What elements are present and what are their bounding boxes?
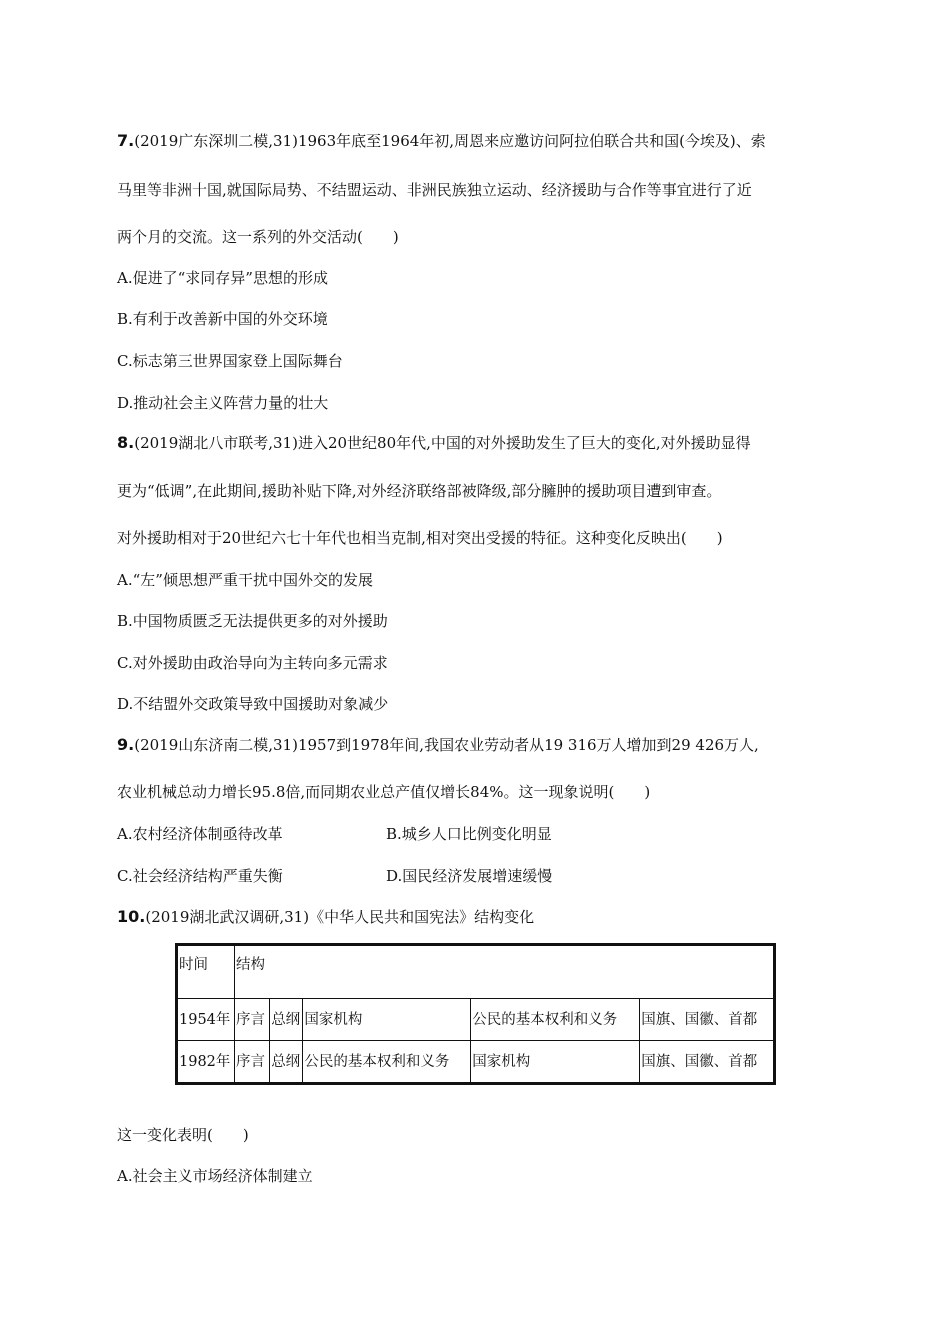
table-cell: 序言	[235, 999, 270, 1041]
table-cell: 公民的基本权利和义务	[471, 999, 640, 1041]
q10-stem-2: 这一变化表明( )	[117, 1126, 249, 1144]
q8-stem-3: 对外援助相对于20世纪六七十年代也相当克制,相对突出受援的特征。这种变化反映出( )	[117, 529, 723, 547]
q9-option-c: C.社会经济结构严重失衡	[117, 867, 283, 885]
q10-number: 10.	[117, 907, 146, 926]
table-cell: 公民的基本权利和义务	[303, 1041, 471, 1084]
table-cell: 国家机构	[471, 1041, 640, 1084]
q7-number: 7.	[117, 131, 135, 150]
q9-stem-1: (2019山东济南二模,31)1957到1978年间,我国农业劳动者从19 316万人增加到29 426万人,	[134, 736, 759, 754]
table-row	[177, 999, 775, 1041]
table-header-row	[177, 945, 775, 999]
q10-line-1	[117, 907, 832, 927]
table-cell: 总纲	[270, 1041, 303, 1084]
table-cell: 国旗、国徽、首都	[640, 1041, 775, 1084]
q9-option-b: B.城乡人口比例变化明显	[386, 825, 552, 843]
q8-stem-2: 更为“低调”,在此期间,援助补贴下降,对外经济联络部被降级,部分臃肿的援助项目遭到审查。	[117, 482, 722, 500]
q7-stem-3: 两个月的交流。这一系列的外交活动( )	[117, 228, 399, 246]
q8-option-c: C.对外援助由政治导向为主转向多元需求	[117, 654, 388, 672]
q8-stem-1: (2019湖北八市联考,31)进入20世纪80年代,中国的对外援助发生了巨大的变化,对外援助显得	[134, 434, 751, 452]
q7-option-d: D.推动社会主义阵营力量的壮大	[117, 394, 329, 412]
q9-line-1	[117, 735, 832, 755]
q7-option-a: A.促进了“求同存异”思想的形成	[117, 269, 328, 287]
q8-option-b: B.中国物质匮乏无法提供更多的对外援助	[117, 612, 388, 630]
q8-number: 8.	[117, 433, 135, 452]
q10-option-a: A.社会主义市场经济体制建立	[117, 1167, 313, 1185]
q7-stem-1: (2019广东深圳二模,31)1963年底至1964年初,周恩来应邀访问阿拉伯联合共和国(今埃及)、索	[134, 132, 766, 150]
q9-option-d: D.国民经济发展增速缓慢	[386, 867, 553, 885]
q9-options-row-2	[117, 866, 832, 886]
table-cell: 国家机构	[303, 999, 471, 1041]
table-cell: 国旗、国徽、首都	[640, 999, 775, 1041]
q7-line-1	[117, 131, 832, 151]
table-cell: 1954年	[177, 999, 235, 1041]
q7-option-b: B.有利于改善新中国的外交环境	[117, 310, 328, 328]
constitution-structure-table	[175, 943, 776, 1085]
table-cell: 1982年	[177, 1041, 235, 1084]
q9-option-a: A.农村经济体制亟待改革	[117, 825, 283, 843]
table-cell: 总纲	[270, 999, 303, 1041]
q9-number: 9.	[117, 735, 135, 754]
q8-option-a: A.“左”倾思想严重干扰中国外交的发展	[117, 571, 373, 589]
table-cell: 序言	[235, 1041, 270, 1084]
q8-option-d: D.不结盟外交政策导致中国援助对象减少	[117, 695, 389, 713]
q7-stem-2: 马里等非洲十国,就国际局势、不结盟运动、非洲民族独立运动、经济援助与合作等事宜进行了近	[117, 181, 752, 199]
q8-line-1	[117, 433, 832, 453]
table-header-time: 时间	[177, 945, 235, 999]
table-row	[177, 1041, 775, 1084]
q10-stem-1: (2019湖北武汉调研,31)《中华人民共和国宪法》结构变化	[145, 908, 535, 926]
table-header-structure: 结构	[235, 945, 775, 999]
q7-option-c: C.标志第三世界国家登上国际舞台	[117, 352, 343, 370]
q9-stem-2: 农业机械总动力增长95.8倍,而同期农业总产值仅增长84%。这一现象说明( )	[117, 783, 651, 801]
q9-options-row-1	[117, 824, 832, 844]
